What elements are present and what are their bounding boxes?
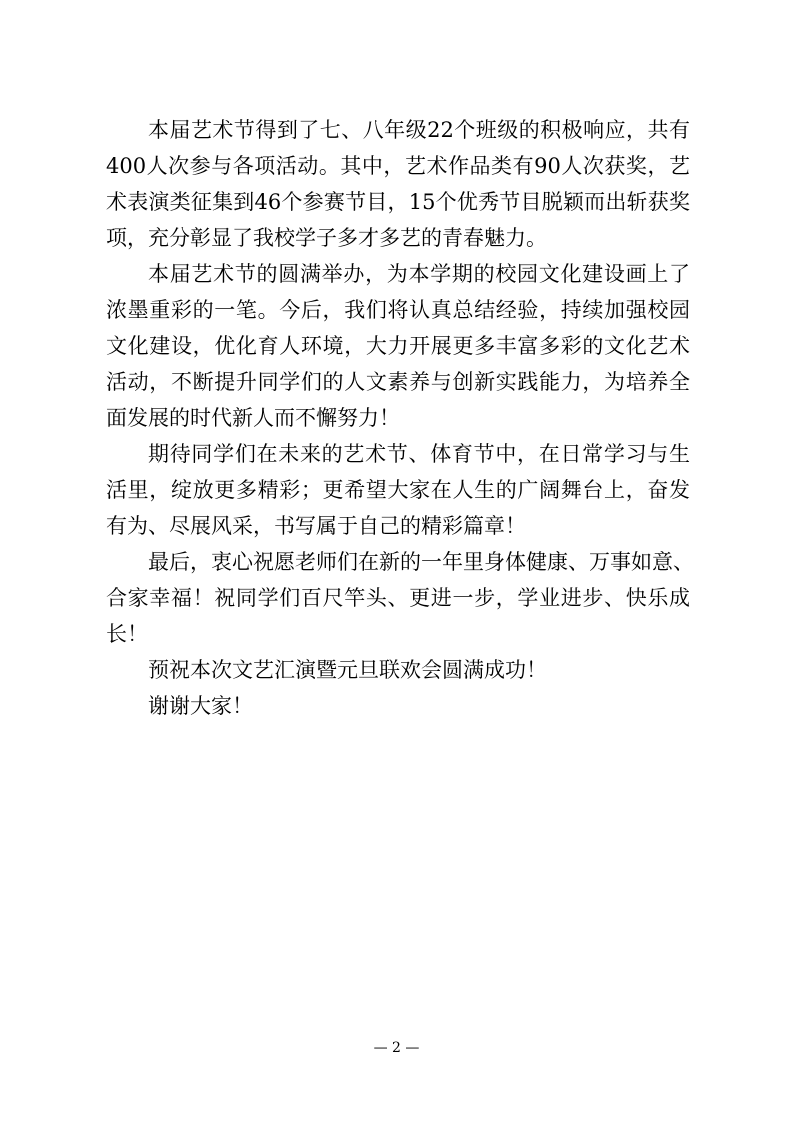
text-line: 长！	[106, 622, 148, 646]
text-line: 有为、尽展风采，书写属于自己的精彩篇章！	[106, 514, 526, 538]
text-line: 本届艺术节得到了七、八年级22个班级的积极响应，共有	[148, 118, 690, 142]
paragraph	[106, 112, 690, 256]
text-line: 浓墨重彩的一笔。今后，我们将认真总结经验，持续加强校园	[106, 298, 690, 322]
page-number: — 2 —	[373, 1040, 420, 1056]
text-line: 最后，衷心祝愿老师们在新的一年里身体健康、万事如意、	[148, 550, 694, 574]
text-line: 预祝本次文艺汇演暨元旦联欢会圆满成功！	[148, 658, 547, 682]
text-line: 面发展的时代新人而不懈努力！	[106, 406, 400, 430]
text-line: 谢谢大家！	[148, 694, 253, 718]
paragraph	[106, 652, 690, 688]
paragraph	[106, 688, 690, 724]
paragraph	[106, 256, 690, 436]
text-line: 术表演类征集到46个参赛节目，15个优秀节目脱颖而出斩获奖	[106, 190, 690, 214]
text-line: 合家幸福！祝同学们百尺竿头、更进一步，学业进步、快乐成	[106, 586, 690, 610]
text-line: 文化建设，优化育人环境，大力开展更多丰富多彩的文化艺术	[106, 334, 690, 358]
text-line: 活里，绽放更多精彩；更希望大家在人生的广阔舞台上，奋发	[106, 478, 690, 502]
text-line: 本届艺术节的圆满举办，为本学期的校园文化建设画上了	[148, 262, 690, 286]
paragraph	[106, 436, 690, 544]
text-line: 400人次参与各项活动。其中，艺术作品类有90人次获奖，艺	[106, 154, 690, 178]
document-body	[106, 112, 694, 724]
text-line: 项，充分彰显了我校学子多才多艺的青春魅力。	[106, 226, 547, 250]
text-line: 活动，不断提升同学们的人文素养与创新实践能力，为培养全	[106, 370, 690, 394]
text-line: 期待同学们在未来的艺术节、体育节中，在日常学习与生	[148, 442, 690, 466]
paragraph	[106, 544, 694, 652]
